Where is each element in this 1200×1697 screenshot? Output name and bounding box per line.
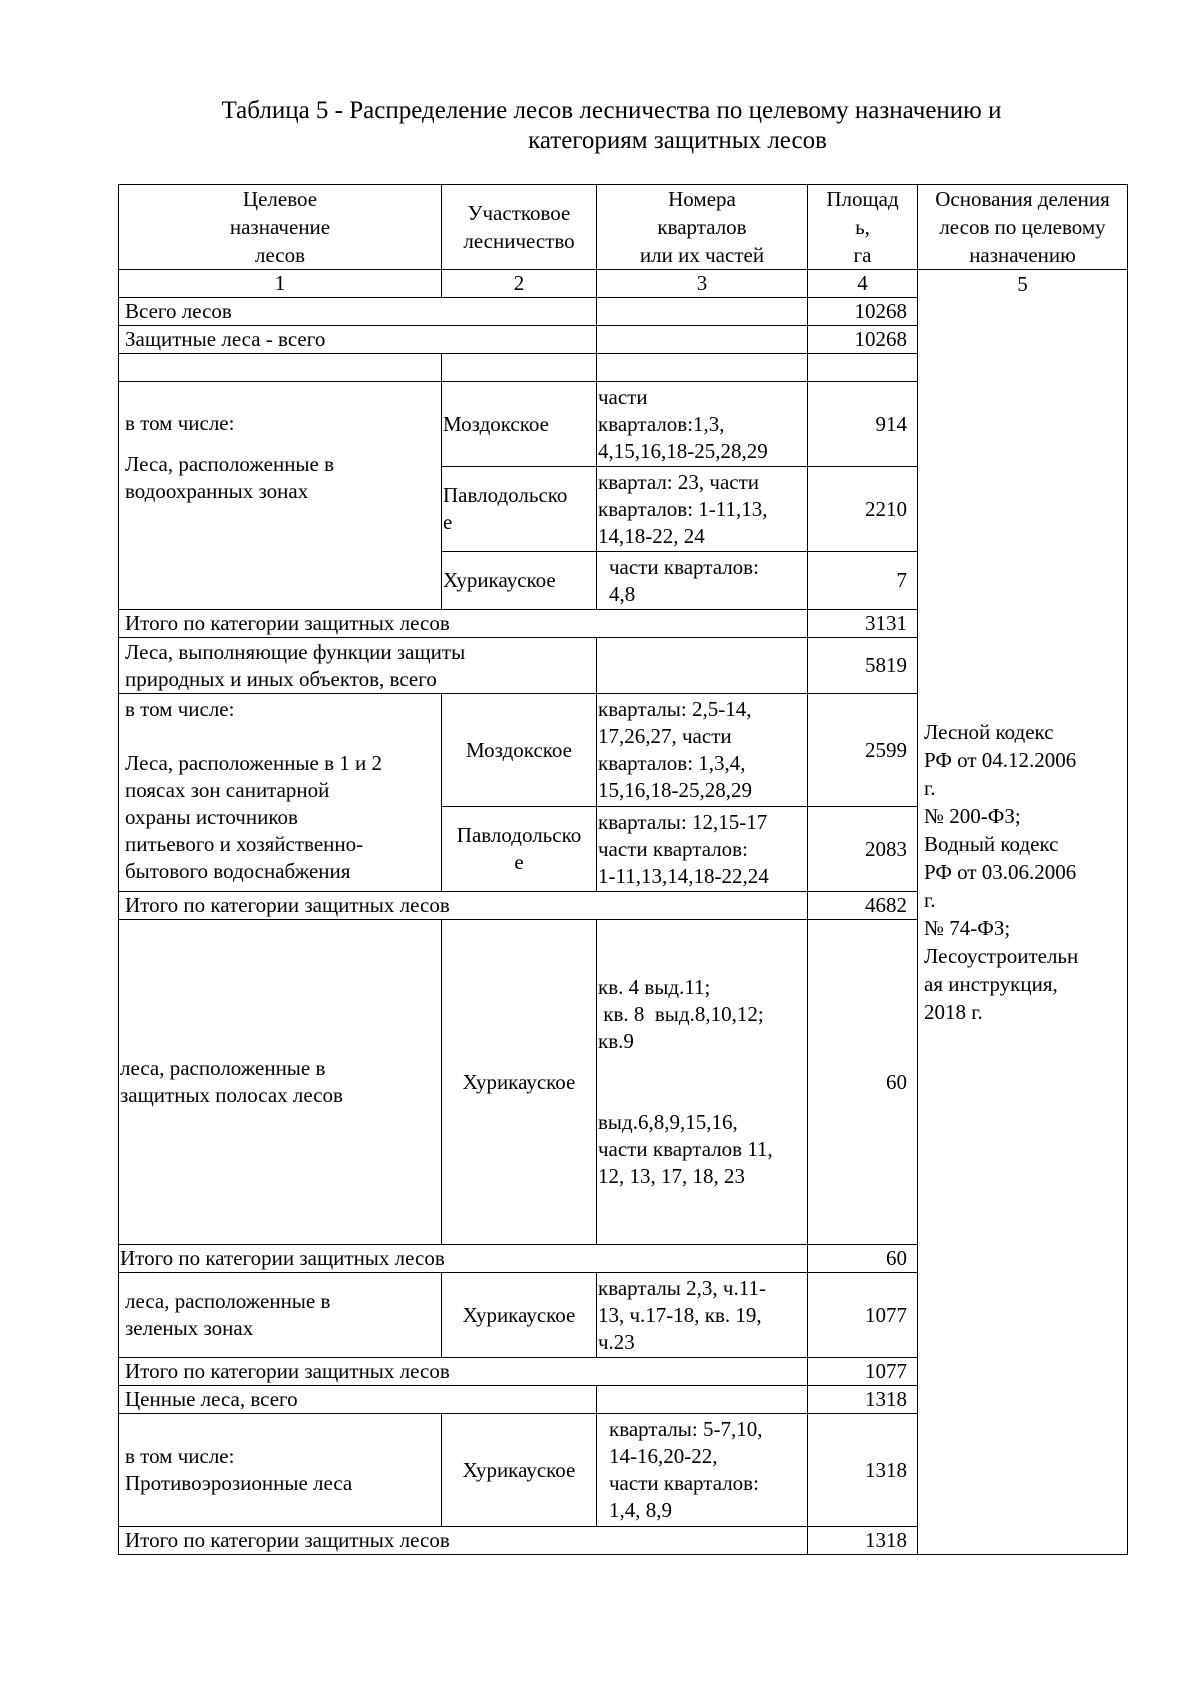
subtotal-label: Итого по категории защитных лесов (119, 892, 808, 920)
forestry-name: Павлодольско е (442, 467, 597, 552)
quarter-parts: части кварталов:1,3, 4,15,16,18-25,28,29 (597, 382, 808, 467)
area-value: 10268 (808, 298, 918, 326)
column-number: 3 (597, 270, 808, 298)
row-label: Ценные леса, всего (119, 1386, 597, 1414)
row-label: в том числе: Противоэрозионные леса (119, 1414, 442, 1527)
forest-distribution-table (118, 184, 1128, 1555)
forestry-name: Хурикауское (442, 552, 597, 610)
area-value: 60 (808, 920, 918, 1245)
subtotal-label: Итого по категории защитных лесов (119, 610, 808, 638)
forestry-name: Хурикауское (442, 920, 597, 1245)
row-label: леса, расположенные в зеленых зонах (119, 1273, 442, 1358)
basis-cell (918, 270, 1128, 1555)
title-line-1: Таблица 5 - Распределение лесов лесничества по целевому назначению и (221, 97, 1002, 124)
title-line-2: категориям защитных лесов (528, 127, 827, 154)
area-value: 60 (808, 1245, 918, 1273)
quarter-parts: квартал: 23, части кварталов: 1-11,13, 14,18-22, 24 (597, 467, 808, 552)
column-number: 5 (1017, 272, 1028, 296)
quarter-parts: кварталы 2,3, ч.11- 13, ч.17-18, кв. 19, ч.23 (597, 1273, 808, 1358)
row-label: в том числе: Леса, расположенные в водоохранных зонах (119, 382, 442, 610)
quarter-parts: кв. 4 выд.11; кв. 8 выд.8,10,12; кв.9 выд.6,8,9,15,16, части кварталов 11, 12, 13, 17, 18, 23 (597, 920, 808, 1245)
area-value: 914 (808, 382, 918, 467)
quarter-parts: кварталы: 2,5-14, 17,26,27, части кварталов: 1,3,4, 15,16,18-25,28,29 (597, 694, 808, 807)
row-label: Защитные леса - всего (119, 326, 597, 354)
table-title (118, 96, 1125, 156)
subtotal-label: Итого по категории защитных лесов (119, 1527, 808, 1555)
quarter-parts: части кварталов: 4,8 (597, 552, 808, 610)
area-value: 1318 (808, 1386, 918, 1414)
area-value: 5819 (808, 638, 918, 694)
area-value: 2210 (808, 467, 918, 552)
basis-text: Лесной кодекс РФ от 04.12.2006 г. № 200-ФЗ; Водный кодекс РФ от 03.06.2006 г. № 74-ФЗ; Лесоустроительн ая инструкция, 2018 г. (924, 720, 1079, 1024)
column-number: 4 (808, 270, 918, 298)
area-value: 1318 (808, 1414, 918, 1527)
row-label: Всего лесов (119, 298, 597, 326)
subtotal-label: Итого по категории защитных лесов (119, 1358, 808, 1386)
area-value: 2599 (808, 694, 918, 807)
column-number: 2 (442, 270, 597, 298)
column-number: 1 (119, 270, 442, 298)
area-value: 3131 (808, 610, 918, 638)
row-label: леса, расположенные в защитных полосах лесов (119, 920, 442, 1245)
area-value: 1318 (808, 1527, 918, 1555)
row-label: Леса, выполняющие функции защиты природных и иных объектов, всего (119, 638, 597, 694)
area-value: 1077 (808, 1273, 918, 1358)
header-purpose: Целевое назначение лесов (119, 185, 442, 270)
header-row (119, 185, 1128, 270)
column-number-row (119, 270, 1128, 298)
header-basis: Основания деления лесов по целевому назначению (918, 185, 1128, 270)
area-value: 7 (808, 552, 918, 610)
forestry-name: Хурикауское (442, 1414, 597, 1527)
quarter-parts: кварталы: 12,15-17 части кварталов: 1-11,13,14,18-22,24 (597, 807, 808, 892)
subtotal-label: Итого по категории защитных лесов (119, 1245, 808, 1273)
area-value: 10268 (808, 326, 918, 354)
forestry-name: Моздокское (442, 382, 597, 467)
header-forestry: Участковое лесничество (442, 185, 597, 270)
forestry-name: Моздокское (442, 694, 597, 807)
quarter-parts: кварталы: 5-7,10, 14-16,20-22, части кварталов: 1,4, 8,9 (597, 1414, 808, 1527)
forestry-name: Павлодольско е (442, 807, 597, 892)
header-quarters: Номера кварталов или их частей (597, 185, 808, 270)
area-value: 1077 (808, 1358, 918, 1386)
forestry-name: Хурикауское (442, 1273, 597, 1358)
header-area: Площад ь, га (808, 185, 918, 270)
row-label: в том числе: Леса, расположенные в 1 и 2 поясах зон санитарной охраны источников питьевого и хозяйственно- бытового водоснабжения (119, 694, 442, 892)
area-value: 4682 (808, 892, 918, 920)
area-value: 2083 (808, 807, 918, 892)
